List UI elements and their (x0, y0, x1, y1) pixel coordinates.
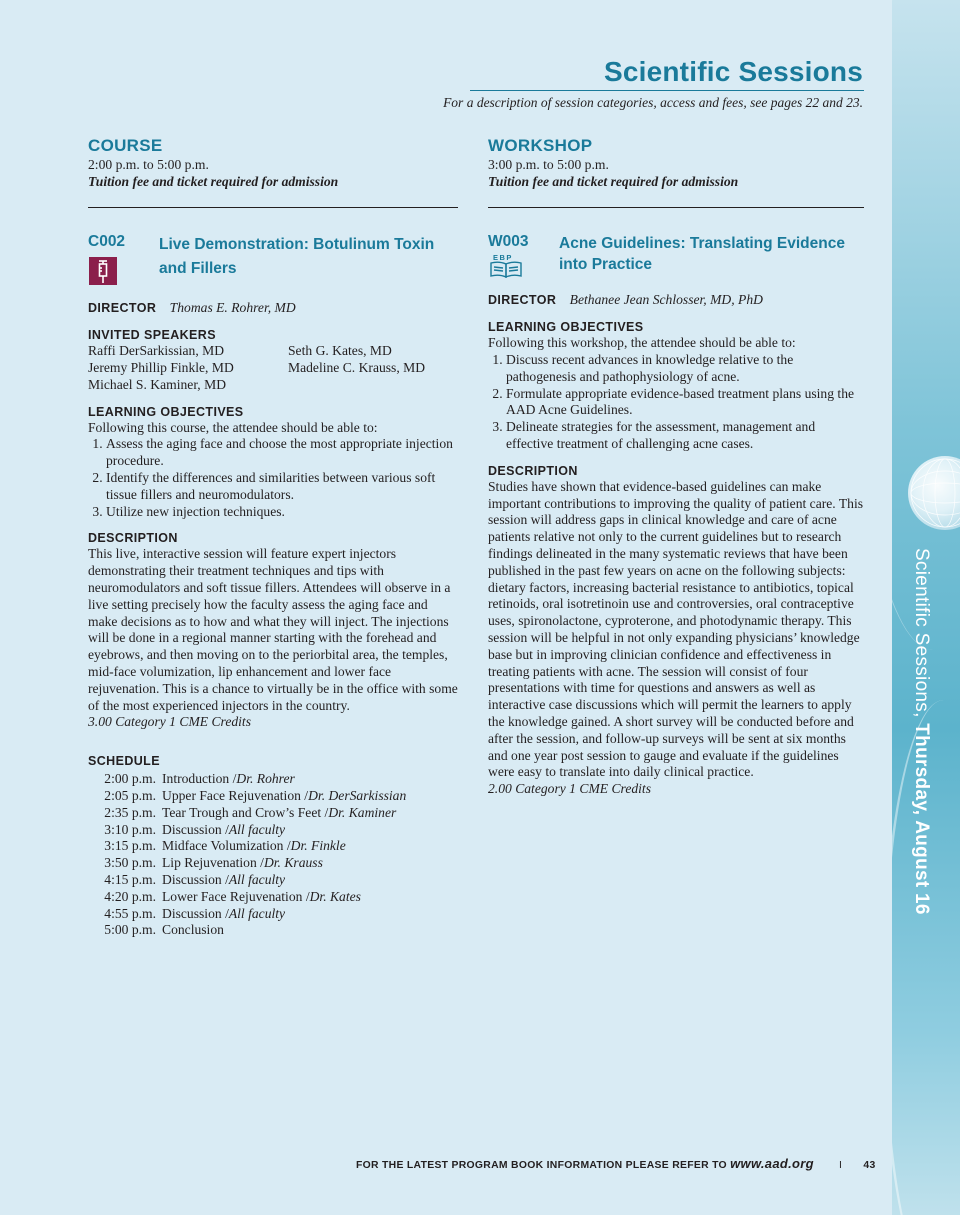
schedule-row (88, 822, 458, 839)
session-type: WORKSHOP (488, 136, 593, 155)
session-code: C002 (88, 233, 126, 251)
schedule-time: 5:00 p.m. (104, 922, 156, 938)
schedule-row (88, 771, 458, 788)
schedule-row (88, 872, 458, 889)
schedule-presenter: Dr. DerSarkissian (308, 787, 407, 803)
ebp-icon-label: EBP (493, 253, 513, 263)
session-title: Live Demonstration: Botulinum Toxin and Fillers (159, 236, 435, 278)
vertical-label-date: Thursday, August 16 (911, 723, 932, 915)
speaker: Raffi DerSarkissian, MD (88, 343, 225, 359)
course-column (88, 138, 458, 939)
speaker: Michael S. Kaminer, MD (88, 376, 227, 392)
column-divider (488, 207, 864, 208)
objectives-intro: Following this course, the attendee should be able to: (88, 419, 378, 435)
syringe-icon (89, 257, 117, 285)
objective-item: 3. Delineate strategies for the assessment, management and effective treatment of challenging acne cases. (506, 419, 864, 453)
description-heading: DESCRIPTION (88, 531, 178, 546)
page-subtitle: For a description of session categories, access and fees, see pages 22 and 23. (443, 95, 863, 110)
session-fee: Tuition fee and ticket required for admission (88, 173, 339, 189)
speakers-list (88, 343, 458, 393)
schedule-time: 3:15 p.m. (104, 838, 156, 854)
objectives-list (488, 352, 864, 453)
schedule-item: Discussion / (162, 871, 229, 887)
footer-link[interactable]: www.aad.org (730, 1156, 814, 1171)
schedule-item: Discussion / (162, 821, 229, 837)
session-time: 3:00 p.m. to 5:00 p.m. (488, 156, 609, 172)
column-divider (88, 207, 458, 208)
vertical-section-label (902, 548, 932, 915)
session-heading (88, 232, 458, 292)
session-time: 2:00 p.m. to 5:00 p.m. (88, 156, 209, 172)
schedule-time: 2:05 p.m. (104, 787, 156, 803)
objective-item: 1. Assess the aging face and choose the most appropriate injection procedure. (106, 436, 458, 470)
director-name: Thomas E. Rohrer, MD (169, 300, 296, 316)
schedule-row (88, 889, 458, 906)
schedule-list (88, 771, 458, 939)
description-heading: DESCRIPTION (488, 463, 578, 478)
schedule-row (88, 922, 458, 939)
schedule-time: 2:00 p.m. (104, 771, 156, 787)
session-type: COURSE (88, 136, 163, 155)
schedule-row (88, 805, 458, 822)
schedule-item: Discussion / (162, 905, 229, 921)
schedule-row (88, 906, 458, 923)
schedule-item: Lip Rejuvenation / (162, 855, 264, 871)
schedule-item: Lower Face Rejuvenation / (162, 888, 310, 904)
schedule-item: Midface Volumization / (162, 838, 291, 854)
session-fee: Tuition fee and ticket required for admission (488, 173, 739, 189)
session-heading (488, 232, 864, 284)
speaker: Seth G. Kates, MD (288, 343, 392, 359)
schedule-time: 4:15 p.m. (104, 871, 156, 887)
objective-item: 3. Utilize new injection techniques. (106, 504, 458, 521)
schedule-time: 3:10 p.m. (104, 821, 156, 837)
director-label: DIRECTOR (88, 301, 157, 316)
director-line (488, 292, 864, 309)
schedule-presenter: Dr. Kaminer (328, 804, 397, 820)
schedule-time: 2:35 p.m. (104, 804, 156, 820)
speaker (288, 377, 458, 394)
schedule-row (88, 788, 458, 805)
description-text: This live, interactive session will feature expert injectors demonstrating their treatment techniques and tips with neuromodulators and soft tissue fillers. Attendees will observe in a live setting precisely how the faculty assess the aging face and make decisions as to how and what they will inject. The injections will be done in a regional manner starting with the forehead and eyebrows, and then moving on to the periorbital area, the temples, mid-face volumization, lip enhancement and lower face rejuvenation. This is a chance to virtually be in the office with some of the most experienced injectors in the country. (88, 546, 458, 713)
director-label: DIRECTOR (488, 293, 557, 308)
speaker: Madeline C. Krauss, MD (288, 359, 426, 375)
schedule-item: Tear Trough and Crow’s Feet / (162, 804, 329, 820)
schedule-presenter: All faculty (228, 905, 286, 921)
schedule-time: 4:20 p.m. (104, 888, 156, 904)
schedule-presenter: Dr. Rohrer (236, 771, 295, 787)
schedule-item: Upper Face Rejuvenation / (162, 787, 309, 803)
page-title: Scientific Sessions (603, 56, 863, 87)
globe-mesh-icon (908, 456, 960, 530)
description-text: Studies have shown that evidence-based guidelines can make important contributions to improving the quality of patient care. This session will address gaps in clinical knowledge and care of acne patients relative not only to the current guidelines but to research findings delineated in the many systematic reviews that have been published in the past few years on acne on the following subjects: dietary factors, increasing bacterial resistance to antibiotics, topical retinoids, oral isotretinoin use and controversies, oral contraceptive uses, spironolactone, cyproterone, and photodynamic therapy. This session will be helpful in not only expanding physicians’ knowledge base but in improving clinician confidence and effectiveness in treating patients with acne. The session will consist of four presentations with time for questions and answers as well as interactive case discussions which will permit the learners to apply the knowledge gained. A short survey will be conducted before and after the session, and follow-up surveys will be sent at six months and one year post session to gauge and evaluate if the guidelines were easy to translate into daily clinical practice. (488, 478, 864, 780)
schedule-heading: SCHEDULE (88, 754, 160, 769)
session-title: Acne Guidelines: Translating Evidence into Practice (559, 235, 845, 274)
schedule-presenter: Dr. Krauss (263, 855, 323, 871)
workshop-column (488, 138, 864, 798)
ebp-book-icon (489, 252, 525, 278)
footer-separator: I (839, 1160, 843, 1171)
objective-item: 2. Identify the differences and similarities between various soft tissue fillers and neuromodulators. (106, 470, 458, 504)
cme-credits: 2.00 Category 1 CME Credits (488, 781, 651, 797)
schedule-row (88, 838, 458, 855)
objectives-list (88, 436, 458, 520)
page-number: 43 (863, 1160, 876, 1171)
director-name: Bethanee Jean Schlosser, MD, PhD (569, 292, 763, 308)
schedule-time: 4:55 p.m. (104, 905, 156, 921)
schedule-presenter: Dr. Finkle (290, 838, 346, 854)
vertical-label-main: Scientific Sessions, (911, 548, 932, 718)
objectives-heading: LEARNING OBJECTIVES (88, 404, 244, 419)
speaker: Jeremy Phillip Finkle, MD (88, 359, 234, 375)
speakers-heading: INVITED SPEAKERS (88, 328, 216, 343)
schedule-time: 3:50 p.m. (104, 855, 156, 871)
cme-credits: 3.00 Category 1 CME Credits (88, 714, 251, 730)
page-footer (356, 1156, 876, 1171)
objectives-intro: Following this workshop, the attendee should be able to: (488, 335, 796, 351)
schedule-presenter: All faculty (228, 871, 286, 887)
schedule-row (88, 855, 458, 872)
objective-item: 2. Formulate appropriate evidence-based treatment plans using the AAD Acne Guidelines. (506, 386, 864, 420)
schedule-presenter: All faculty (228, 821, 286, 837)
objectives-heading: LEARNING OBJECTIVES (488, 320, 644, 335)
schedule-presenter: Dr. Kates (309, 888, 361, 904)
objective-item: 1. Discuss recent advances in knowledge relative to the pathogenesis and pathophysiology of acne. (506, 352, 864, 386)
schedule-item: Conclusion (162, 922, 224, 938)
session-code: W003 (488, 233, 529, 251)
schedule-item: Introduction / (162, 771, 237, 787)
director-line (88, 300, 458, 317)
footer-text: FOR THE LATEST PROGRAM BOOK INFORMATION PLEASE REFER TO (356, 1160, 727, 1171)
title-divider (470, 90, 864, 91)
